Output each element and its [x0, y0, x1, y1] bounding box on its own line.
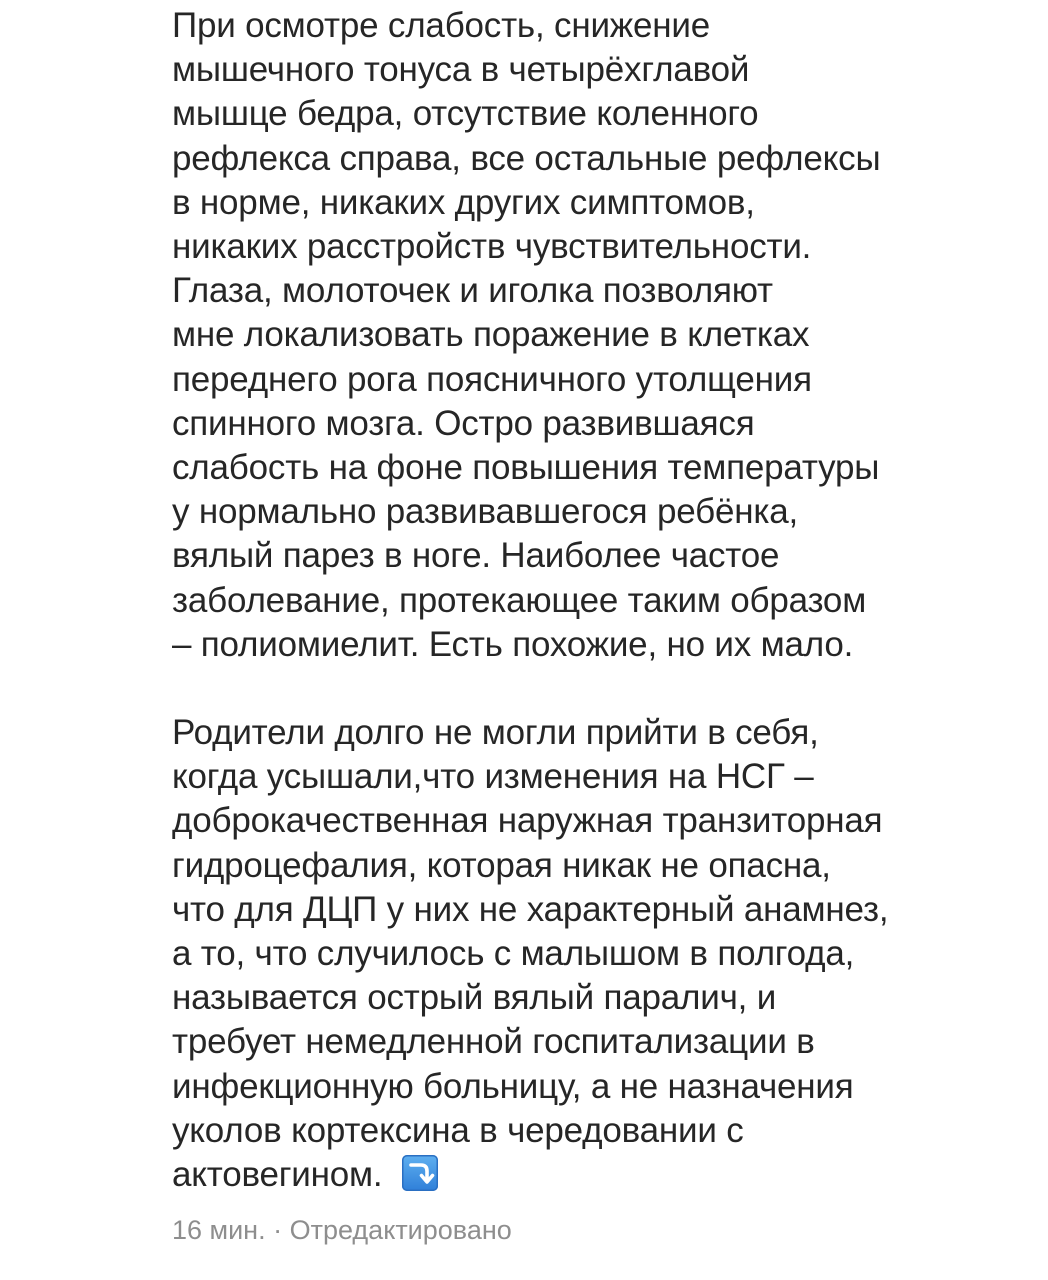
edited-label[interactable]: Отредактировано [289, 1215, 512, 1246]
caption-line: – полиомиелит. Есть похожие, но их мало. [172, 624, 854, 664]
caption-line: когда усышали,что изменения на НСГ – [172, 757, 814, 797]
caption-line-last [172, 1153, 1032, 1197]
caption-line: рефлекса справа, все остальные рефлексы [172, 138, 881, 178]
caption-line: в норме, никаких других симптомов, [172, 182, 755, 222]
post-caption [172, 4, 1032, 1246]
caption-line: Родители долго не могли прийти в себя, [172, 713, 819, 753]
caption-line: что для ДЦП у них не характерный анамнез, [172, 889, 889, 929]
post-meta [172, 1215, 1032, 1246]
caption-paragraph-2 [172, 711, 1032, 1197]
caption-line: слабость на фоне повышения температуры [172, 448, 880, 488]
caption-line: у нормально развивавшегося ребёнка, [172, 492, 799, 532]
caption-line: мне локализовать поражение в клетках [172, 315, 810, 355]
caption-line: доброкачественная наружная транзиторная [172, 801, 883, 841]
caption-line: уколов кортексина в чередовании с [172, 1110, 744, 1150]
caption-line: гидроцефалия, которая никак не опасна, [172, 845, 831, 885]
caption-line: переднего рога поясничного утолщения [172, 359, 812, 399]
caption-line: При осмотре слабость, снижение [172, 6, 711, 45]
caption-paragraph-1 [172, 4, 1032, 667]
paragraph-gap [172, 667, 1032, 711]
caption-line: а то, что случилось с малышом в полгода, [172, 934, 855, 974]
caption-line: заболевание, протекающее таким образом [172, 580, 867, 620]
caption-line: требует немедленной госпитализации в [172, 1022, 815, 1062]
caption-line: мышце бедра, отсутствие коленного [172, 94, 759, 134]
caption-line: инфекционную больницу, а не назначения [172, 1066, 854, 1106]
caption-line: вялый парез в ноге. Наиболее частое [172, 536, 780, 576]
caption-line: никаких расстройств чувствительности. [172, 227, 812, 267]
caption-line: мышечного тонуса в четырёхглавой [172, 50, 750, 90]
arrow-curving-down-icon [402, 1155, 438, 1191]
post-time[interactable]: 16 мин. [172, 1215, 266, 1246]
meta-separator: · [273, 1215, 283, 1246]
caption-line: спинного мозга. Остро развившаяся [172, 403, 755, 443]
caption-line: называется острый вялый паралич, и [172, 978, 777, 1018]
caption-line: Глаза, молоточек и иголка позволяют [172, 271, 773, 311]
caption-line-text: актовегином. [172, 1155, 383, 1195]
